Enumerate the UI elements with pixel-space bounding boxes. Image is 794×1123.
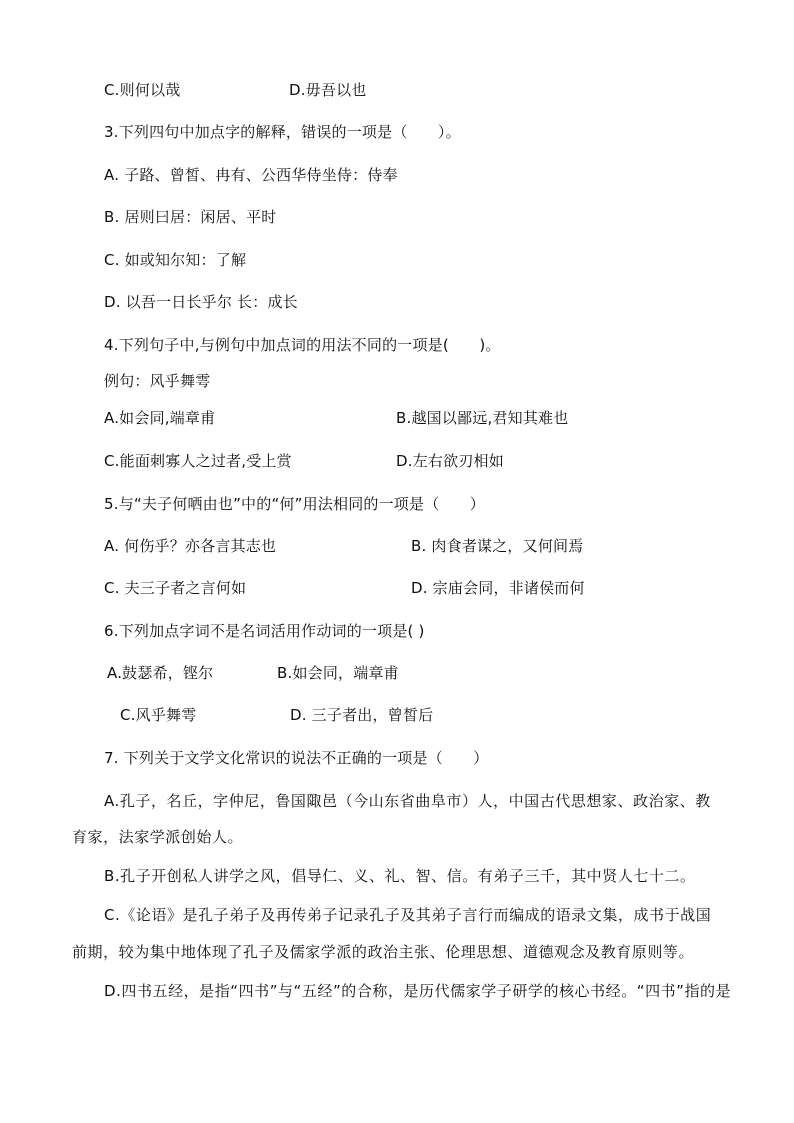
q4-option-a: A.如会同,端章甫 xyxy=(104,409,216,427)
q6-option-c: C.风乎舞雩 xyxy=(120,706,197,724)
q5-option-c: C. 夫三子者之言何如 xyxy=(104,579,247,597)
q5-option-d: D. 宗庙会同，非诸侯而何 xyxy=(411,579,585,597)
q4-option-d: D.左右欲刃相如 xyxy=(396,452,504,470)
q3-option-a: A. 子路、曾皙、冉有、公西华侍坐侍：侍奉 xyxy=(104,166,398,184)
q2-option-c: C.则何以哉 xyxy=(104,81,181,99)
q6-option-a: A.鼓瑟希，铿尔 xyxy=(107,664,214,682)
q7-option-c-line2: 前期，较为集中地体现了孔子及儒家学派的政治主张、伦理思想、道德观念及教育原则等。 xyxy=(72,943,695,961)
q7-option-a-line1: A.孔子，名丘，字仲尼，鲁国陬邑（今山东省曲阜市）人，中国古代思想家、政治家、教 xyxy=(104,792,711,810)
q7-option-b-line1: B.孔子开创私人讲学之风，倡导仁、义、礼、智、信。有弟子三千，其中贤人七十二。 xyxy=(104,867,696,885)
q4-option-c: C.能面刺寡人之过者,受上赏 xyxy=(104,452,292,470)
q7-option-d-line1: D.四书五经，是指“四书”与“五经”的合称，是历代儒家学子研学的核心书经。“四书”指的是 xyxy=(104,982,732,1000)
q5-option-b: B. 肉食者谋之，又何间焉 xyxy=(411,537,584,555)
q6-option-d: D. 三子者出，曾皙后 xyxy=(290,706,434,724)
q7-stem: 7. 下列关于文学文化常识的说法不正确的一项是（ ） xyxy=(104,749,489,767)
q7-option-a-line2: 育家，法家学派创始人。 xyxy=(72,828,244,846)
q6-option-b: B.如会同，端章甫 xyxy=(277,664,399,682)
q3-stem: 3.下列四句中加点字的解释，错误的一项是（ ）。 xyxy=(104,123,461,141)
q4-example: 例句：风乎舞雩 xyxy=(104,372,211,390)
q5-option-a: A. 何伤乎？亦各言其志也 xyxy=(104,537,277,555)
q3-option-d: D. 以吾一日长乎尔 长：成长 xyxy=(104,293,298,311)
q3-option-c: C. 如或知尔知：了解 xyxy=(104,251,247,269)
q5-stem: 5.与“夫子何哂由也”中的“何”用法相同的一项是（ ） xyxy=(104,495,485,513)
q2-option-d: D.毋吾以也 xyxy=(289,81,367,99)
q6-stem: 6.下列加点字词不是名词活用作动词的一项是( ) xyxy=(104,622,425,640)
q7-option-c-line1: C.《论语》是孔子弟子及再传弟子记录孔子及其弟子言行而编成的语录文集，成书于战国 xyxy=(104,906,712,924)
q4-stem: 4.下列句子中,与例句中加点词的用法不同的一项是( )。 xyxy=(104,336,501,354)
q3-option-b: B. 居则曰居：闲居、平时 xyxy=(104,208,277,226)
q4-option-b: B.越国以鄙远,君知其难也 xyxy=(396,409,569,427)
